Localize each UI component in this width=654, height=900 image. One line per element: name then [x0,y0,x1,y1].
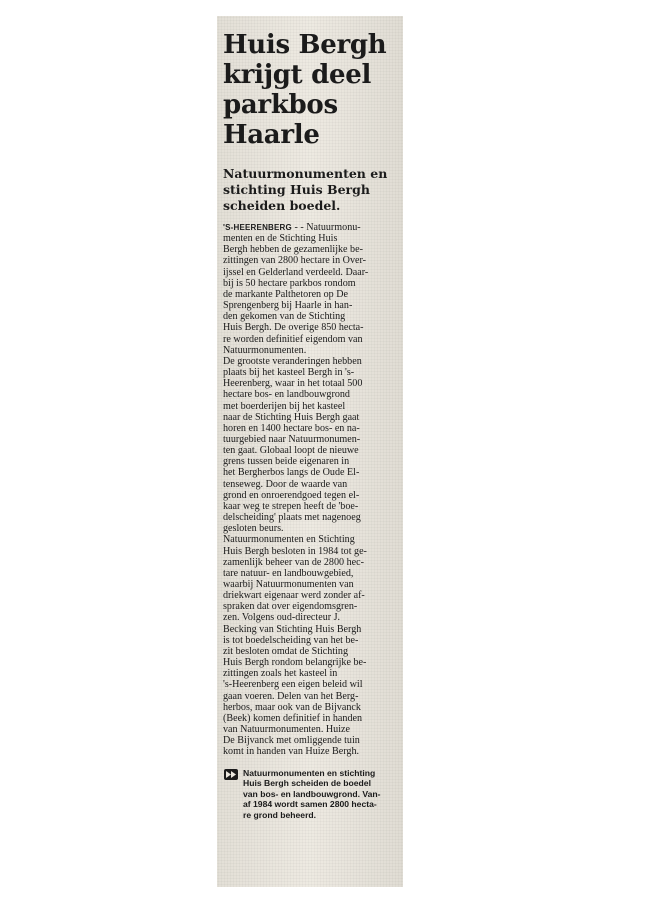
body-line: van Natuurmonumenten. Huize [223,724,350,736]
newspaper-clipping [217,16,403,887]
body-line: grens tussen beide eigenaren in [223,456,350,468]
headline-line: krijgt deel [223,60,372,90]
body-line: de markante Palthetoren op De [223,288,349,300]
body-lines [223,233,399,757]
body-line: Natuurmonumenten. [223,344,307,356]
headline-line: Haarle [223,120,320,150]
body-line: Huis Bergh. De overige 850 hecta- [223,322,364,334]
body-line: Becking van Stichting Huis Bergh [223,623,362,635]
fast-forward-icon [224,769,238,780]
body-line: ijssel en Gelderland verdeeld. Daar- [223,266,369,278]
body-line: De Bijvanck met omliggende tuin [223,735,360,747]
body-line: Huis Bergh rondom belangrijke be- [223,657,367,669]
body-line: tenseweg. Door de waarde van [223,478,348,490]
summary-line: Huis Bergh scheiden de boedel [243,778,371,789]
summary-line: van bos- en landbouwgrond. Van- [243,788,381,799]
subheadline-line: scheiden boedel. [223,198,341,213]
body-line: zit besloten omdat de Stichting [223,645,349,657]
body-line: Heerenberg, waar in het totaal 500 [223,378,363,390]
body-line: naar de Stichting Huis Bergh gaat [223,411,360,423]
summary-box [223,768,399,821]
body-line: re worden definitief eigendom van [223,333,363,345]
article-body [223,222,399,758]
body-line: herbos, maar ook van de Bijvanck [223,701,361,713]
body-line: bij is 50 hectare parkbos rondom [223,277,356,289]
body-line: Natuurmonumenten en Stichting [223,534,355,546]
body-line: 's-Heerenberg een eigen beleid wil [223,679,363,691]
body-line: zittingen zoals het kasteel in [223,668,338,680]
body-line: hectare bos- en landbouwgrond [223,389,350,401]
headline [223,30,399,150]
summary-line: Natuurmonumenten en stichting [243,767,376,778]
body-line: gesloten beurs. [223,523,284,535]
body-line: gaan voeren. Delen van het Berg- [223,690,359,702]
body-line: ten gaat. Globaal loopt de nieuwe [223,445,359,457]
body-line: komt in handen van Huize Bergh. [223,746,360,758]
summary-line: af 1984 wordt samen 2800 hecta- [243,799,377,810]
body-line: horen en 1400 hectare bos- en na- [223,422,360,434]
subheadline-line: Natuurmonumenten en [223,166,388,181]
body-line: delscheiding' plaats met nagenoeg [223,512,361,524]
body-line: het Bergherbos langs de Oude El- [223,467,360,479]
summary-text [243,768,381,821]
body-line: is tot boedelscheiding van het be- [223,634,359,646]
body-line: den gekomen van de Stichting [223,311,346,323]
first-line [223,222,399,233]
body-line: menten en de Stichting Huis [223,233,338,245]
body-line: met boerderijen bij het kasteel [223,400,346,412]
body-line: Sprengenberg bij Haarle in han- [223,300,353,312]
headline-line: parkbos [223,90,338,120]
body-line: tuurgebied naar Natuurmonumen- [223,433,361,445]
first-line-text: - - Natuurmonu- [294,222,361,233]
body-line: zamenlijk beheer van de 2800 hec- [223,556,364,568]
body-line: tare natuur- en landbouwgebied, [223,567,354,579]
body-line: driekwart eigenaar werd zonder af- [223,590,365,602]
body-line: waarbij Natuurmonumenten van [223,579,354,590]
subheadline [223,166,399,214]
subheadline-line: stichting Huis Bergh [223,182,370,197]
summary-line: re grond beheerd. [243,809,317,820]
body-line: zen. Volgens oud-directeur J. [223,612,341,624]
body-line: zittingen van 2800 hectare in Over- [223,255,367,267]
body-line: plaats bij het kasteel Bergh in 's- [223,367,355,379]
dateline: 'S-HEERENBERG [223,223,292,232]
body-line: Huis Bergh besloten in 1984 tot ge- [223,545,367,557]
body-line: De grootste veranderingen hebben [223,355,362,367]
body-line: (Beek) komen definitief in handen [223,712,363,724]
body-line: kaar weg te strepen heeft de 'boe- [223,500,359,512]
headline-line: Huis Bergh [223,30,387,60]
body-line: Bergh hebben de gezamenlijke be- [223,244,363,256]
body-line: grond en onroerendgoed tegen el- [223,489,360,501]
body-line: spraken dat over eigendomsgren- [223,601,358,613]
